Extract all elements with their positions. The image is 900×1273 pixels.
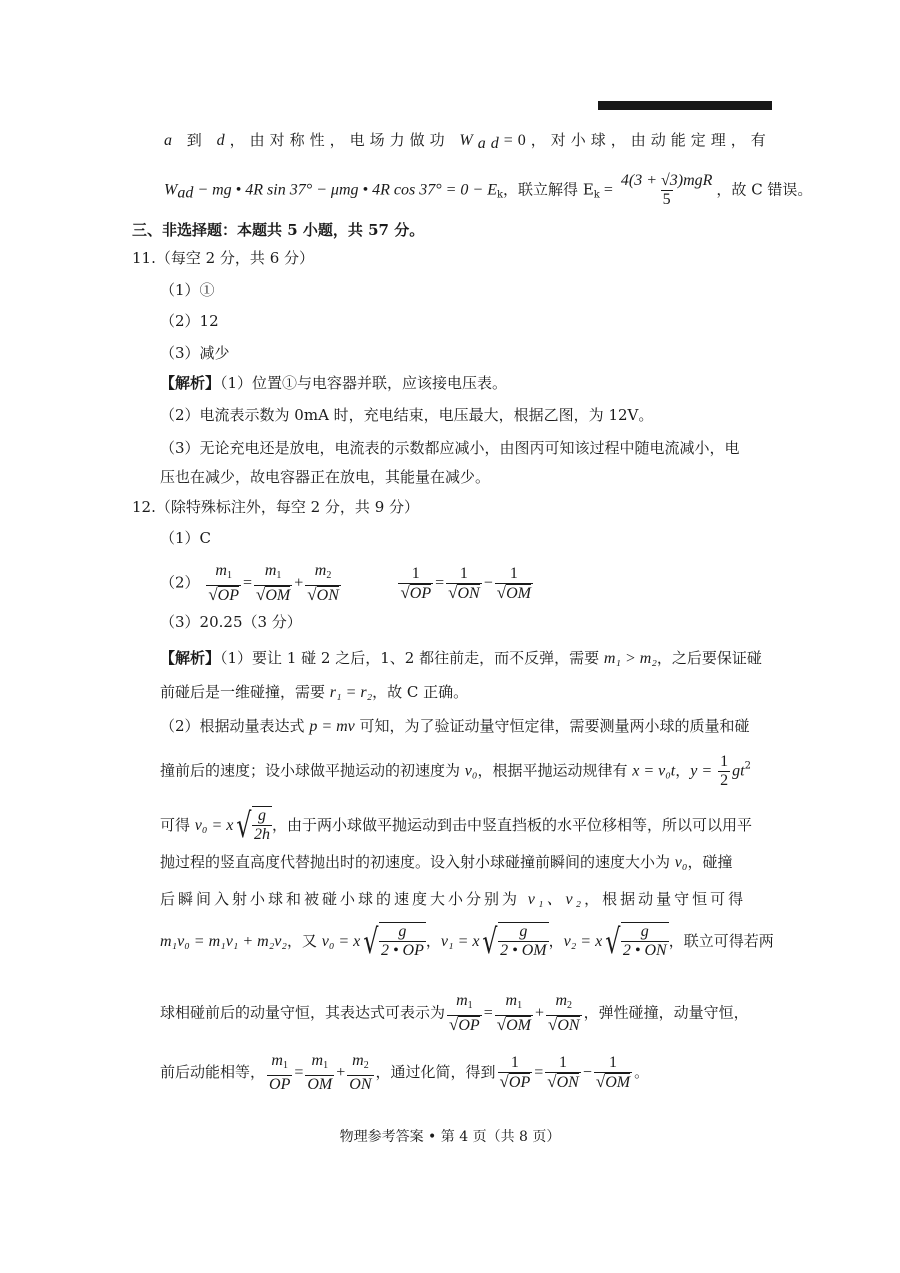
math: m₁ > m₂: [603, 650, 657, 667]
sqrt-icon: √: [595, 1072, 606, 1091]
q11-answer-3: （3）减少: [160, 344, 230, 362]
one: 1: [559, 1054, 568, 1071]
sub: 2: [326, 570, 332, 581]
on: ON: [457, 584, 480, 602]
q12-explanation-7: [160, 889, 746, 910]
text: ，联立解得 E: [503, 180, 594, 199]
fraction: [498, 1054, 533, 1092]
math: p = mv: [309, 718, 355, 735]
m: m: [505, 992, 518, 1009]
math: v₁、v₂: [527, 891, 585, 908]
op: OP: [508, 1074, 531, 1091]
om: OM: [307, 1076, 333, 1093]
one: 1: [608, 1054, 617, 1071]
plus: +: [294, 574, 304, 592]
var-W: W: [459, 132, 478, 149]
subscript: k: [593, 189, 600, 201]
text: ，通过化简，得到: [375, 1063, 496, 1081]
eq: =: [534, 1064, 544, 1081]
text: ，联立可得若两: [668, 932, 774, 950]
sub: 1: [323, 1060, 329, 1071]
text: ，: [425, 932, 441, 950]
om: OM: [265, 587, 291, 604]
text: 前碰后是一维碰撞，需要: [160, 683, 330, 701]
q12-explanation-6: [160, 852, 732, 873]
var-a: a: [164, 132, 177, 149]
one: 1: [510, 1054, 519, 1071]
math: v₀: [674, 854, 688, 871]
half-fraction: [718, 753, 730, 790]
denominator: 2 • ON: [622, 942, 667, 959]
om: OM: [506, 584, 531, 602]
m: m: [271, 1052, 283, 1069]
minus: −: [582, 1064, 592, 1081]
denominator: 5: [662, 191, 671, 208]
fraction: [495, 565, 533, 603]
text: ，: [675, 761, 691, 780]
energy-equation: − mg • 4R sin 37° − μmg • 4R cos 37° = 0 − E: [193, 181, 497, 199]
text: ，由于两小球做平抛运动到击中竖直挡板的水平位移相等，所以可以用平: [272, 816, 753, 834]
fraction: [398, 565, 433, 603]
one: 1: [509, 564, 518, 582]
m: m: [311, 1052, 324, 1069]
sqrt-icon: √: [496, 1015, 507, 1034]
plus: +: [534, 1004, 544, 1022]
q12-explanation-10: [160, 1052, 649, 1094]
q11-header: 11.（每空 2 分，共 6 分）: [132, 249, 315, 267]
sqrt-icon: √: [482, 922, 498, 962]
plus: +: [336, 1064, 346, 1081]
ek-fraction: [619, 172, 715, 209]
fraction: [545, 1054, 581, 1092]
sub: 2: [567, 1000, 573, 1011]
section-title: 三、非选择题：本题共 5 小题，共 57 分。: [132, 221, 425, 239]
text: 前后动能相等，: [160, 1063, 266, 1081]
denominator: 2 • OM: [500, 942, 547, 959]
text: ，碰撞: [687, 853, 733, 871]
text: ，故 C 正确。: [372, 683, 469, 701]
sqrt-expression: [360, 922, 426, 962]
text: 抛过程的竖直高度代替抛出时的初速度。设入射小球碰撞前瞬间的速度大小为: [160, 853, 675, 871]
fraction: [347, 1052, 373, 1094]
denominator: 2 • OP: [380, 942, 424, 959]
q12-explanation-3: [160, 716, 750, 737]
q11-explanation-1: [160, 373, 507, 393]
page-footer: 物理参考答案 • 第 4 页（共 8 页）: [339, 1129, 561, 1145]
text: ，之后要保证碰: [656, 649, 762, 667]
on: ON: [557, 1017, 580, 1034]
sub: 1: [517, 1000, 523, 1011]
text: （2）根据动量表达式: [160, 717, 310, 735]
om: OM: [605, 1074, 631, 1091]
fraction: [446, 565, 482, 603]
text: ，: [548, 932, 564, 950]
text: 到: [186, 131, 207, 149]
sub: 1: [467, 1000, 473, 1011]
one: 1: [411, 564, 420, 582]
math: =: [599, 181, 617, 199]
op: OP: [217, 587, 239, 604]
subscript: k: [496, 189, 504, 201]
text: ，由对称性，电场力做功: [229, 131, 450, 149]
sqrt-icon: √: [547, 1072, 557, 1091]
q12-explanation-2: [160, 682, 468, 703]
fraction: [267, 1052, 292, 1094]
text: （1）要让 1 碰 2 之后，1、2 都往前走，而不反弹，需要: [220, 649, 604, 667]
text: ，弹性碰撞，动量守恒，: [583, 1003, 749, 1022]
op: OP: [458, 1017, 480, 1034]
sqrt-icon: √: [547, 1015, 558, 1034]
op: OP: [269, 1076, 291, 1093]
fraction: [305, 1052, 334, 1094]
text: （1）位置①与电容器并联，应该接电压表。: [220, 374, 508, 392]
var-W: W: [164, 181, 178, 199]
m: m: [264, 562, 277, 579]
eq: =: [294, 1064, 304, 1081]
fraction: [495, 992, 533, 1035]
op: OP: [409, 584, 432, 602]
subscript: ad: [477, 135, 504, 152]
m: m: [352, 1052, 364, 1069]
math: r₁ = r₂: [329, 684, 373, 701]
sqrt-icon: √: [307, 585, 317, 604]
fraction: [447, 992, 482, 1035]
numerator: g: [640, 923, 649, 940]
m: m: [456, 992, 468, 1009]
sqrt-icon: √: [208, 585, 218, 604]
q12-explanation-1: [160, 648, 762, 669]
math: v₀ = x: [194, 817, 234, 834]
sqrt-icon: √: [236, 806, 252, 846]
fraction: [206, 562, 241, 605]
fraction: [254, 562, 292, 605]
text: 可知，为了验证动量守恒定律，需要测量两小球的质量和碰: [354, 717, 750, 735]
label: （2）: [160, 573, 200, 592]
q11-explanation-3: （3）无论充电还是放电，电流表的示数都应减小，由图丙可知该过程中随电流减小，电: [160, 439, 740, 457]
superscript: 2: [744, 760, 751, 772]
m: m: [555, 992, 568, 1009]
q12-answer-1: （1）C: [160, 529, 212, 547]
sqrt-icon: √: [496, 582, 507, 602]
math: v₀: [464, 762, 478, 780]
continuation-line-2: [164, 172, 812, 209]
text: ，根据动量守恒可得: [584, 890, 747, 908]
eq: =: [435, 574, 445, 592]
math: gt: [732, 762, 745, 780]
math: v₁ = x: [440, 933, 480, 950]
sqrt-icon: √: [499, 1072, 509, 1091]
sqrt-icon: √: [605, 922, 621, 962]
text: 球相碰前后的动量守恒，其表达式可表示为: [160, 1003, 446, 1022]
q11-answer-2: （2）12: [160, 312, 219, 330]
sqrt-expression: [479, 922, 548, 962]
q11-explanation-4: 压也在减少，故电容器正在放电，其能量在减少。: [160, 468, 491, 486]
subscript: ad: [177, 184, 194, 202]
sqrt-icon: √: [448, 582, 458, 602]
header-bar: [598, 101, 772, 110]
q12-answer-3: （3）20.25（3 分）: [160, 613, 302, 631]
m: m: [314, 562, 327, 579]
denominator: 2h: [254, 826, 271, 843]
momentum-equation: m₁v₀ = m₁v₁ + m₂v₂: [160, 933, 287, 950]
text: ，对小球，由动能定理，有: [530, 131, 771, 149]
q11-explanation-2: （2）电流表示数为 0mA 时，充电结束，电压最大，根据乙图，为 12V。: [160, 406, 654, 424]
sqrt-icon: √: [400, 582, 410, 602]
q12-answer-2: [160, 562, 535, 605]
numerator: g: [398, 923, 407, 940]
sqrt-expression: [233, 806, 272, 846]
q12-header: 12.（除特殊标注外，每空 2 分，共 9 分）: [132, 498, 420, 516]
text: 撞前后的速度；设小球做平抛运动的初速度为: [160, 761, 465, 780]
minus: −: [483, 574, 493, 592]
text: 可得: [160, 816, 195, 834]
on: ON: [316, 587, 339, 604]
denominator: 2: [720, 772, 729, 789]
text: ，根据平抛运动规律有: [477, 761, 633, 780]
q12-explanation-8: [160, 922, 774, 962]
sub: 1: [276, 570, 282, 581]
numerator: g: [258, 807, 267, 824]
fraction: [594, 1054, 632, 1092]
sqrt-icon: √: [256, 585, 266, 604]
text: 。: [634, 1063, 650, 1081]
sqrt-icon: √: [449, 1015, 459, 1034]
math: v₂ = x: [563, 933, 603, 950]
sub: 1: [226, 570, 232, 581]
math: v₀ = x: [321, 933, 361, 950]
on: ON: [556, 1074, 579, 1091]
numerator: g: [519, 923, 528, 940]
q12-explanation-4: [160, 753, 751, 790]
math: x = v₀t: [632, 762, 676, 780]
analysis-tag: 【解析】: [160, 649, 221, 667]
sqrt-icon: √: [363, 922, 379, 962]
text: 后瞬间入射小球和被碰小球的速度大小分别为: [160, 890, 528, 908]
eq: =: [483, 1004, 493, 1022]
math: =0: [503, 132, 531, 149]
q11-answer-1: （1）①: [160, 281, 215, 299]
sqrt-expression: [602, 922, 669, 962]
fraction: [546, 992, 582, 1035]
on: ON: [349, 1076, 372, 1093]
text: ，故 C 错误。: [716, 180, 813, 199]
m: m: [215, 562, 227, 579]
om: OM: [506, 1017, 531, 1034]
one: 1: [459, 564, 468, 582]
text: ，又: [286, 932, 322, 950]
numerator: 1: [720, 753, 729, 770]
analysis-tag: 【解析】: [160, 374, 221, 392]
q12-explanation-9: [160, 992, 749, 1035]
continuation-line-1: [164, 130, 771, 154]
math: y =: [690, 762, 717, 780]
numerator: 4(3 + √3)mgR: [620, 172, 713, 189]
sub: 1: [282, 1060, 288, 1071]
var-d: d: [216, 132, 230, 149]
fraction: [305, 562, 341, 605]
q12-explanation-5: [160, 806, 752, 846]
eq: =: [243, 574, 253, 592]
sub: 2: [363, 1060, 369, 1071]
